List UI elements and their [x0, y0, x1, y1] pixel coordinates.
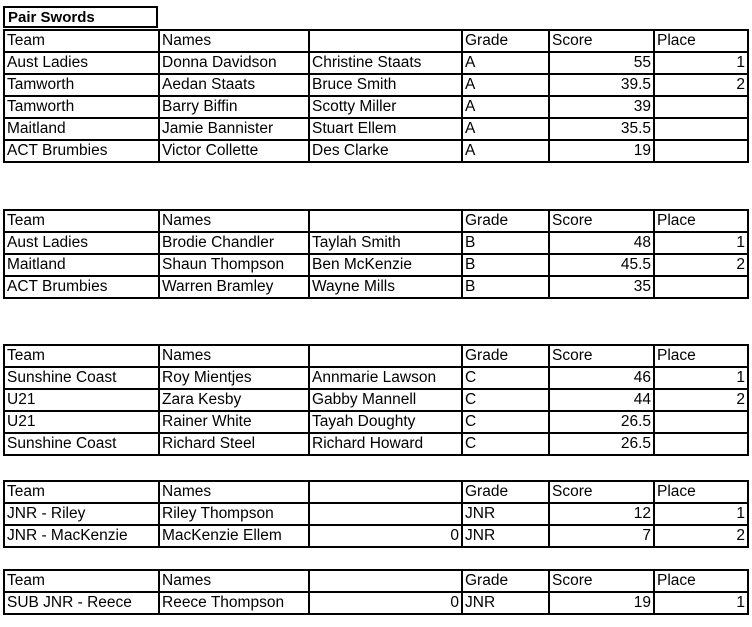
- table-row: [4, 367, 748, 389]
- name2-cell: Wayne Mills: [309, 276, 462, 298]
- header-names: Names: [159, 210, 309, 232]
- name1-cell: Richard Steel: [159, 433, 309, 455]
- header-row: [4, 481, 748, 503]
- grade-cell: B: [462, 276, 549, 298]
- grade-cell: A: [462, 96, 549, 118]
- score-cell: 55: [549, 52, 654, 74]
- header-names: Names: [159, 570, 309, 592]
- team-cell: Tamworth: [4, 74, 159, 96]
- header-place: Place: [654, 481, 748, 503]
- name2-cell: [309, 503, 462, 525]
- place-cell: [654, 140, 748, 162]
- header-row: [4, 570, 748, 592]
- header-team: Team: [4, 345, 159, 367]
- header-team: Team: [4, 481, 159, 503]
- table-row: [4, 503, 748, 525]
- grade-cell: C: [462, 389, 549, 411]
- grade-cell: C: [462, 411, 549, 433]
- place-cell: 1: [654, 52, 748, 74]
- table-row: [4, 96, 748, 118]
- team-cell: JNR - Riley: [4, 503, 159, 525]
- name2-cell: Scotty Miller: [309, 96, 462, 118]
- score-cell: 45.5: [549, 254, 654, 276]
- team-cell: JNR - MacKenzie: [4, 525, 159, 547]
- name1-cell: Jamie Bannister: [159, 118, 309, 140]
- header-row: [4, 345, 748, 367]
- grade-cell: JNR: [462, 592, 549, 614]
- header-name2: [309, 481, 462, 503]
- name2-cell: Gabby Mannell: [309, 389, 462, 411]
- header-grade: Grade: [462, 570, 549, 592]
- header-team: Team: [4, 210, 159, 232]
- name2-cell: Annmarie Lawson: [309, 367, 462, 389]
- header-name2: [309, 30, 462, 52]
- table-row: [4, 592, 748, 614]
- name1-cell: Barry Biffin: [159, 96, 309, 118]
- place-cell: [654, 276, 748, 298]
- place-cell: [654, 411, 748, 433]
- sheet-title: Pair Swords: [3, 6, 158, 28]
- place-cell: [654, 118, 748, 140]
- grade-a-table: [3, 29, 749, 163]
- header-grade: Grade: [462, 30, 549, 52]
- header-score: Score: [549, 481, 654, 503]
- table-row: [4, 74, 748, 96]
- name1-cell: Rainer White: [159, 411, 309, 433]
- header-names: Names: [159, 345, 309, 367]
- name2-cell: Des Clarke: [309, 140, 462, 162]
- grade-b-table: [3, 209, 749, 299]
- team-cell: U21: [4, 411, 159, 433]
- header-name2: [309, 345, 462, 367]
- score-cell: 35.5: [549, 118, 654, 140]
- place-cell: 2: [654, 525, 748, 547]
- table-row: [4, 118, 748, 140]
- team-cell: Maitland: [4, 118, 159, 140]
- header-score: Score: [549, 30, 654, 52]
- header-place: Place: [654, 345, 748, 367]
- name2-cell: Christine Staats: [309, 52, 462, 74]
- place-cell: [654, 433, 748, 455]
- table-row: [4, 411, 748, 433]
- header-name2: [309, 210, 462, 232]
- grade-cell: JNR: [462, 525, 549, 547]
- score-cell: 7: [549, 525, 654, 547]
- grade-c-table: [3, 344, 749, 456]
- name1-cell: Zara Kesby: [159, 389, 309, 411]
- name1-cell: Roy Mientjes: [159, 367, 309, 389]
- header-team: Team: [4, 30, 159, 52]
- header-place: Place: [654, 570, 748, 592]
- score-cell: 48: [549, 232, 654, 254]
- name1-cell: Aedan Staats: [159, 74, 309, 96]
- name2-cell: Ben McKenzie: [309, 254, 462, 276]
- team-cell: Aust Ladies: [4, 232, 159, 254]
- place-cell: 2: [654, 389, 748, 411]
- place-cell: 1: [654, 592, 748, 614]
- header-grade: Grade: [462, 345, 549, 367]
- header-names: Names: [159, 481, 309, 503]
- table-row: [4, 525, 748, 547]
- name1-cell: Shaun Thompson: [159, 254, 309, 276]
- sub-jnr-table: [3, 569, 749, 615]
- place-cell: [654, 96, 748, 118]
- score-cell: 26.5: [549, 433, 654, 455]
- score-cell: 44: [549, 389, 654, 411]
- jnr-table: [3, 480, 749, 548]
- header-grade: Grade: [462, 481, 549, 503]
- place-cell: 1: [654, 367, 748, 389]
- table-row: [4, 389, 748, 411]
- name1-cell: Riley Thompson: [159, 503, 309, 525]
- header-name2: [309, 570, 462, 592]
- header-score: Score: [549, 570, 654, 592]
- grade-cell: C: [462, 367, 549, 389]
- header-place: Place: [654, 30, 748, 52]
- name1-cell: Victor Collette: [159, 140, 309, 162]
- name2-cell: Richard Howard: [309, 433, 462, 455]
- grade-cell: A: [462, 74, 549, 96]
- name2-cell: Tayah Doughty: [309, 411, 462, 433]
- grade-cell: JNR: [462, 503, 549, 525]
- table-row: [4, 276, 748, 298]
- name1-cell: MacKenzie Ellem: [159, 525, 309, 547]
- header-grade: Grade: [462, 210, 549, 232]
- table-row: [4, 140, 748, 162]
- grade-cell: C: [462, 433, 549, 455]
- table-row: [4, 52, 748, 74]
- team-cell: SUB JNR - Reece: [4, 592, 159, 614]
- team-cell: Aust Ladies: [4, 52, 159, 74]
- grade-cell: B: [462, 232, 549, 254]
- score-cell: 39: [549, 96, 654, 118]
- team-cell: Sunshine Coast: [4, 367, 159, 389]
- team-cell: ACT Brumbies: [4, 140, 159, 162]
- score-cell: 35: [549, 276, 654, 298]
- score-cell: 39.5: [549, 74, 654, 96]
- place-cell: 1: [654, 232, 748, 254]
- team-cell: Sunshine Coast: [4, 433, 159, 455]
- header-score: Score: [549, 345, 654, 367]
- name2-cell: 0: [309, 525, 462, 547]
- header-score: Score: [549, 210, 654, 232]
- score-cell: 19: [549, 592, 654, 614]
- team-cell: ACT Brumbies: [4, 276, 159, 298]
- header-names: Names: [159, 30, 309, 52]
- team-cell: Tamworth: [4, 96, 159, 118]
- name2-cell: 0: [309, 592, 462, 614]
- table-row: [4, 433, 748, 455]
- name2-cell: Bruce Smith: [309, 74, 462, 96]
- table-row: [4, 254, 748, 276]
- place-cell: 2: [654, 254, 748, 276]
- name1-cell: Donna Davidson: [159, 52, 309, 74]
- header-row: [4, 30, 748, 52]
- score-cell: 12: [549, 503, 654, 525]
- table-row: [4, 232, 748, 254]
- score-cell: 19: [549, 140, 654, 162]
- grade-cell: B: [462, 254, 549, 276]
- name1-cell: Warren Bramley: [159, 276, 309, 298]
- header-place: Place: [654, 210, 748, 232]
- header-row: [4, 210, 748, 232]
- name2-cell: Taylah Smith: [309, 232, 462, 254]
- score-cell: 46: [549, 367, 654, 389]
- header-team: Team: [4, 570, 159, 592]
- grade-cell: A: [462, 52, 549, 74]
- team-cell: Maitland: [4, 254, 159, 276]
- grade-cell: A: [462, 118, 549, 140]
- name1-cell: Brodie Chandler: [159, 232, 309, 254]
- name1-cell: Reece Thompson: [159, 592, 309, 614]
- grade-cell: A: [462, 140, 549, 162]
- place-cell: 1: [654, 503, 748, 525]
- place-cell: 2: [654, 74, 748, 96]
- score-cell: 26.5: [549, 411, 654, 433]
- team-cell: U21: [4, 389, 159, 411]
- name2-cell: Stuart Ellem: [309, 118, 462, 140]
